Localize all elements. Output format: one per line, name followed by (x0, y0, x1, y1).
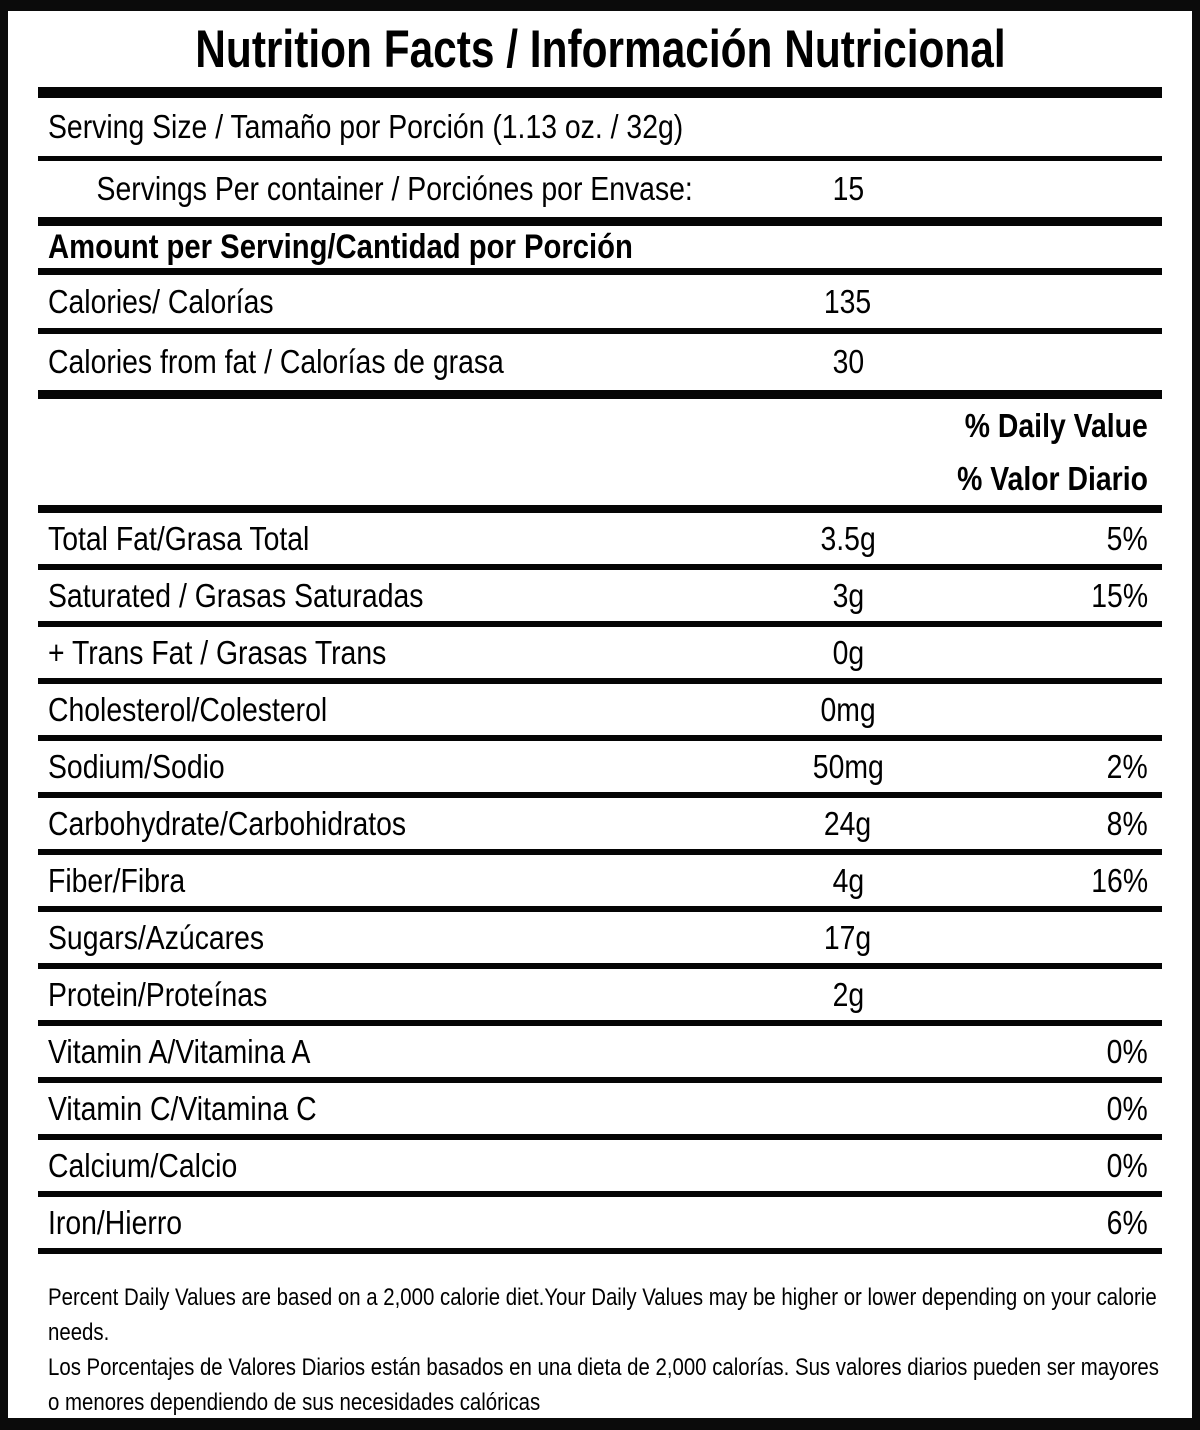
daily-value-header-es: % Valor Diario (957, 459, 1148, 497)
nutrient-label: Vitamin C/Vitamina C (48, 1089, 317, 1127)
nutrient-row-calcium (38, 1140, 1162, 1191)
nutrient-dv: 0% (1106, 1032, 1148, 1070)
daily-value-header (38, 399, 1162, 505)
title-underline-bar (38, 87, 1162, 98)
amount-per-serving-heading (38, 226, 1162, 268)
title-row (38, 11, 1162, 87)
calories-row (38, 275, 1162, 328)
calories-value: 135 (824, 282, 872, 320)
nutrient-label: Total Fat/Grasa Total (48, 519, 310, 557)
footnote-spanish: Los Porcentajes de Valores Diarios están basados en una dieta de 2,000 calorías. Sus valores diarios pueden ser mayores o menores dependiendo de sus necesidades calóricas (48, 1354, 1159, 1416)
amount-per-serving-label: Amount per Serving/Cantidad por Porción (48, 227, 633, 266)
nutrient-amount: 3g (832, 576, 864, 614)
nutrient-row-iron (38, 1197, 1162, 1248)
serving-size-label: Serving Size / Tamaño por Porción (1.13 oz. / 32g) (48, 108, 684, 145)
daily-value-header-en: % Daily Value (965, 406, 1148, 444)
servings-per-container-label: Servings Per container / Porciónes por Envase: (96, 170, 693, 207)
label-content (8, 11, 1192, 1418)
nutrient-label: Fiber/Fibra (48, 861, 186, 899)
divider-thick (38, 217, 1162, 226)
nutrient-row-cholesterol (38, 684, 1162, 735)
divider-thick (38, 390, 1162, 399)
nutrient-label: Protein/Proteínas (48, 975, 268, 1013)
nutrient-label: Sugars/Azúcares (48, 918, 265, 956)
nutrient-row-sugars (38, 912, 1162, 963)
footnote-english: Percent Daily Values are based on a 2,000 calorie diet.Your Daily Values may be higher or lower depending on your calorie needs. (48, 1284, 1157, 1346)
nutrient-row-saturated-fat (38, 570, 1162, 621)
footnote (38, 1254, 1162, 1418)
page-title: Nutrition Facts / Información Nutricional (194, 19, 1006, 79)
nutrient-amount: 50mg (812, 747, 884, 785)
serving-size-row (38, 98, 1162, 156)
nutrient-amount: 0g (832, 633, 864, 671)
nutrient-label: Sodium/Sodio (48, 747, 225, 785)
nutrient-dv: 2% (1106, 747, 1148, 785)
nutrient-row-vitamin-a (38, 1026, 1162, 1077)
servings-per-container-row (38, 161, 1162, 217)
nutrient-amount: 2g (832, 975, 864, 1013)
nutrient-row-fiber (38, 855, 1162, 906)
servings-per-container-value: 15 (832, 170, 864, 207)
nutrient-dv: 0% (1106, 1089, 1148, 1127)
calories-from-fat-row (38, 334, 1162, 390)
divider (38, 268, 1162, 275)
nutrient-amount: 4g (832, 861, 864, 899)
nutrient-label: Vitamin A/Vitamina A (48, 1032, 311, 1070)
nutrient-row-protein (38, 969, 1162, 1020)
nutrient-dv: 0% (1106, 1146, 1148, 1184)
nutrient-amount: 17g (824, 918, 872, 956)
nutrient-label: Saturated / Grasas Saturadas (48, 576, 424, 614)
nutrient-dv: 6% (1106, 1203, 1148, 1241)
nutrient-amount: 24g (824, 804, 872, 842)
nutrient-label: Cholesterol/Colesterol (48, 690, 328, 728)
nutrient-label: Calcium/Calcio (48, 1146, 238, 1184)
nutrient-dv: 5% (1106, 519, 1148, 557)
nutrient-dv: 15% (1091, 576, 1148, 614)
nutrient-label: Iron/Hierro (48, 1203, 183, 1241)
calories-from-fat-label: Calories from fat / Calorías de grasa (48, 343, 504, 380)
nutrient-label: + Trans Fat / Grasas Trans (48, 633, 387, 671)
nutrient-row-total-fat (38, 513, 1162, 564)
nutrient-row-vitamin-c (38, 1083, 1162, 1134)
nutrient-label: Carbohydrate/Carbohidratos (48, 804, 407, 842)
nutrient-row-carbohydrate (38, 798, 1162, 849)
nutrient-amount: 0mg (820, 690, 876, 728)
nutrient-amount: 3.5g (820, 519, 876, 557)
calories-from-fat-value: 30 (832, 343, 864, 380)
nutrient-row-sodium (38, 741, 1162, 792)
divider-thick (38, 505, 1162, 513)
nutrient-row-trans-fat (38, 627, 1162, 678)
nutrient-dv: 8% (1106, 804, 1148, 842)
nutrient-dv: 16% (1091, 861, 1148, 899)
calories-label: Calories/ Calorías (48, 282, 274, 320)
